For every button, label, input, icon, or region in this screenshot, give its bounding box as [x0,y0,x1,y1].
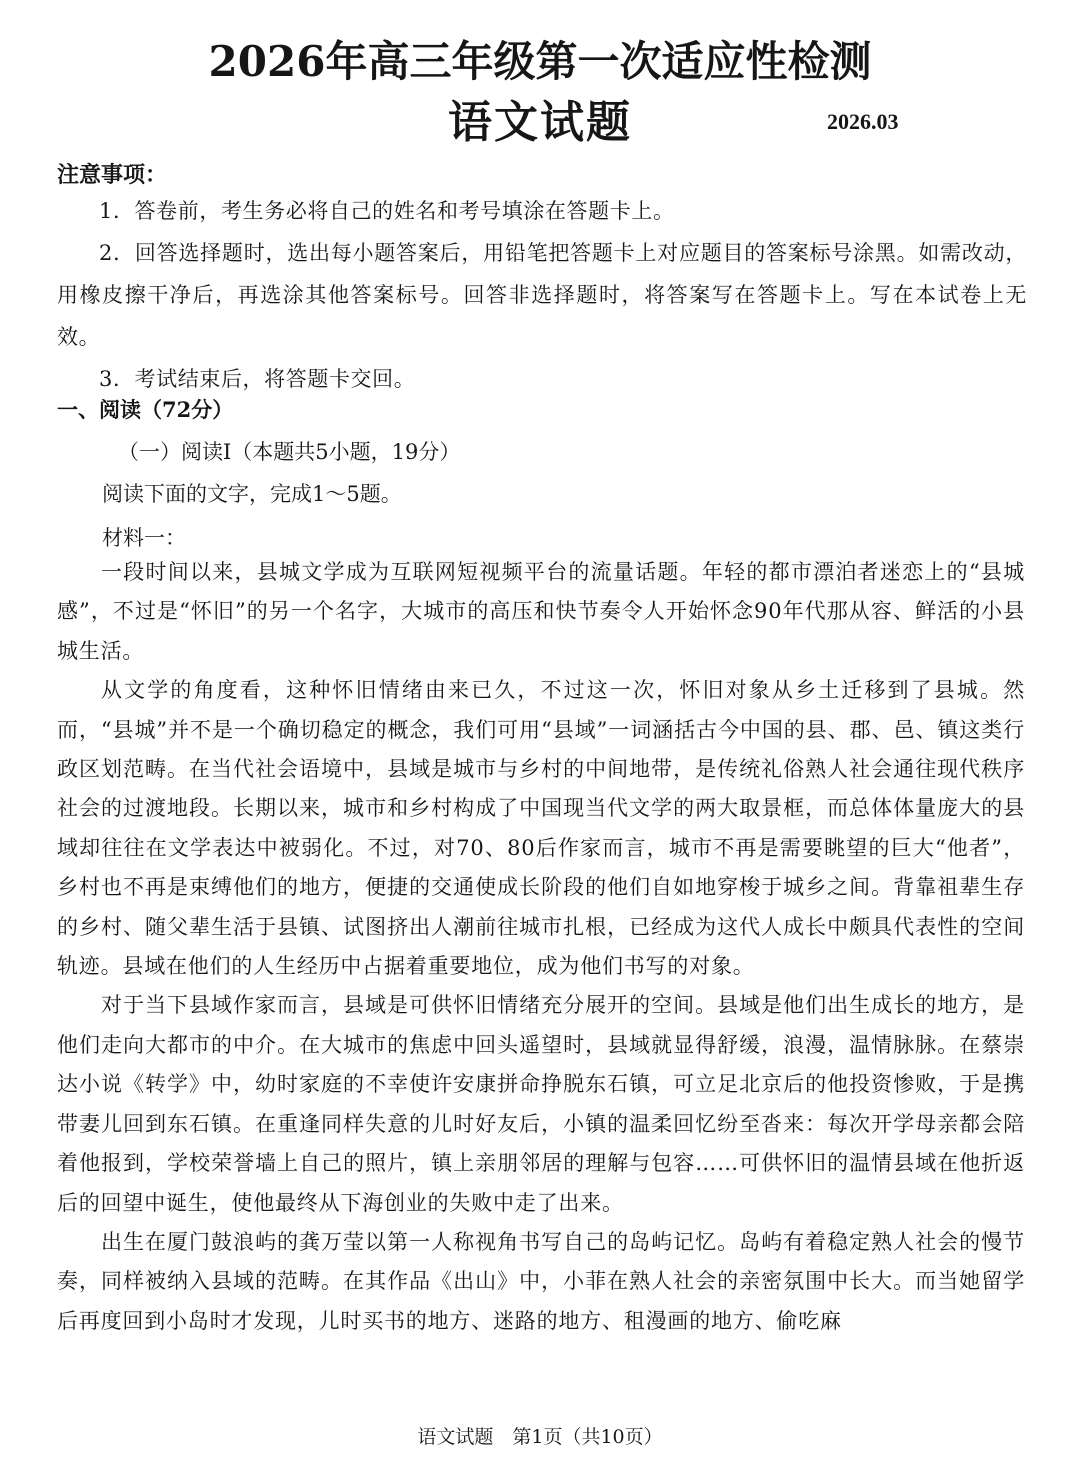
notice-item: 1．答卷前，考生务必将自己的姓名和考号填涂在答题卡上。 [99,199,675,223]
notice-list [57,190,1027,400]
exam-title: 2026年高三年级第一次适应性检测 [208,37,872,86]
section-title: 一、阅读（72分） [57,397,234,422]
exam-subject-title: 语文试题 [448,97,632,148]
notice-item: 3．考试结束后，将答题卡交回。 [99,367,416,391]
material-label: 材料一： [102,526,186,550]
notice-heading: 注意事项： [57,162,168,188]
exam-date: 2026.03 [827,109,899,134]
page-footer: 语文试题 第1页（共10页） [417,1426,663,1448]
notice-item: 2．回答选择题时，选出每小题答案后，用铅笔把答题卡上对应题目的答案标号涂黑。如需改动，用橡皮擦干净后，再选涂其他答案标号。回答非选择题时，将答案写在答题卡上。写在本试卷上无效。 [57,241,1027,349]
passage-paragraph: 对于当下县域作家而言，县域是可供怀旧情绪充分展开的空间。县域是他们出生成长的地方，是他们走向大都市的中介。在大城市的焦虑中回头遥望时，县域就显得舒缓，浪漫，温情脉脉。在蔡崇达小说《转学》中，幼时家庭的不幸使许安康拼命挣脱东石镇，可立足北京后的他投资惨败，于是携带妻儿回到东石镇。在重逢同样失意的儿时好友后，小镇的温柔回忆纷至沓来：每次开学母亲都会陪着他报到，学校荣誉墙上自己的照片，镇上亲朋邻居的理解与包容……可供怀旧的温情县域在他折返后的回望中诞生，使他最终从下海创业的失败中走了出来。 [57,993,1025,1215]
reading-passage [57,553,1025,1341]
passage-paragraph: 一段时间以来，县城文学成为互联网短视频平台的流量话题。年轻的都市漂泊者迷恋上的“县城感”，不过是“怀旧”的另一个名字，大城市的高压和快节奏令人开始怀念90年代那从容、鲜活的小县城生活。 [57,560,1025,663]
passage-paragraph: 从文学的角度看，这种怀旧情绪由来已久，不过这一次，怀旧对象从乡土迁移到了县城。然而，“县城”并不是一个确切稳定的概念，我们可用“县域”一词涵括古今中国的县、郡、邑、镇这类行政区划范畴。在当代社会语境中，县域是城市与乡村的中间地带，是传统礼俗熟人社会通往现代秩序社会的过渡地段。长期以来，城市和乡村构成了中国现当代文学的两大取景框，而总体体量庞大的县域却往往在文学表达中被弱化。不过，对70、80后作家而言，城市不再是需要眺望的巨大“他者”，乡村也不再是束缚他们的地方，便捷的交通使成长阶段的他们自如地穿梭于城乡之间。背靠祖辈生存的乡村、随父辈生活于县镇、试图挤出人潮前往城市扎根，已经成为这代人成长中颇具代表性的空间轨迹。县域在他们的人生经历中占据着重要地位，成为他们书写的对象。 [57,678,1025,979]
passage-paragraph: 出生在厦门鼓浪屿的龚万莹以第一人称视角书写自己的岛屿记忆。岛屿有着稳定熟人社会的慢节奏，同样被纳入县域的范畴。在其作品《出山》中，小菲在熟人社会的亲密氛围中长大。而当她留学后再度回到小岛时才发现，儿时买书的地方、迷路的地方、租漫画的地方、偷吃麻 [57,1229,1025,1333]
reading-instruction: 阅读下面的文字，完成1～5题。 [102,482,402,506]
subsection-title: （一）阅读Ⅰ（本题共5小题，19分） [118,440,461,464]
